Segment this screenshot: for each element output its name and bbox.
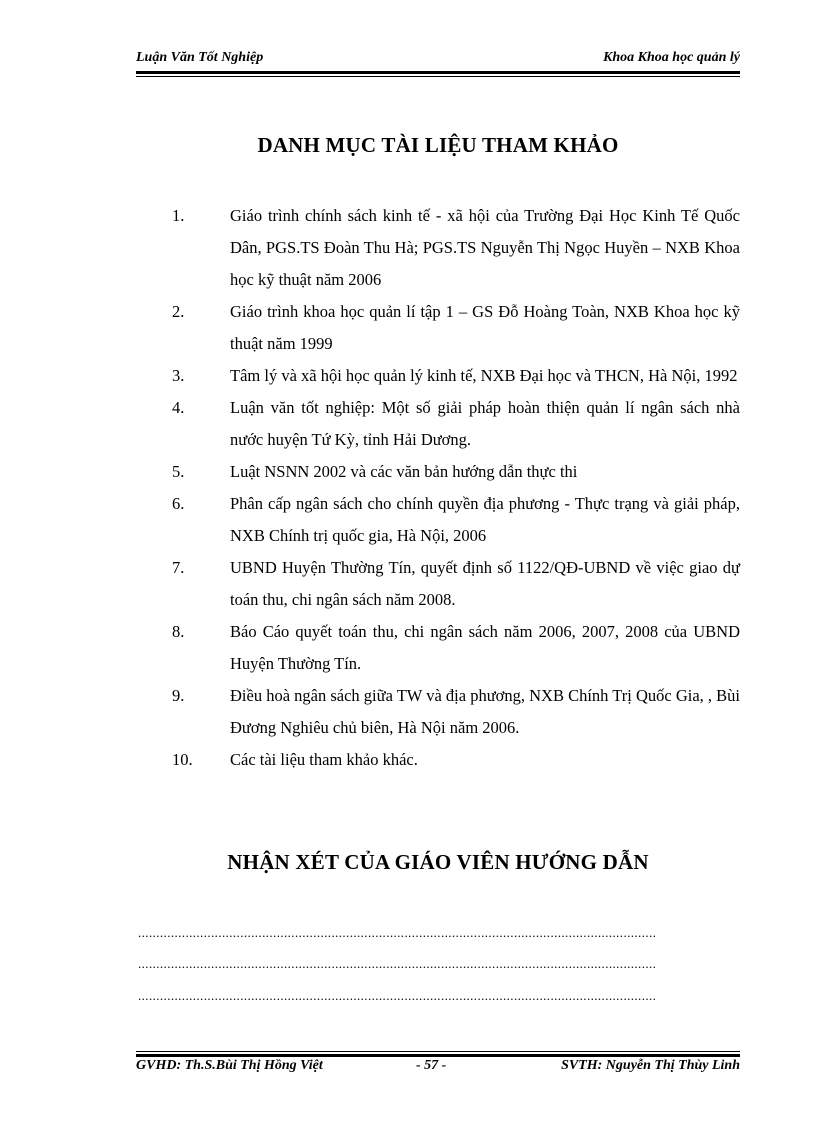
reference-text: Điều hoà ngân sách giữa TW và địa phương, NXB Chính Trị Quốc Gia, , Bùi Đương Nghiêu chủ biên, Hà Nội năm 2006. bbox=[230, 686, 740, 737]
page-footer bbox=[136, 1058, 740, 1078]
reference-item bbox=[164, 488, 740, 552]
reference-text: Phân cấp ngân sách cho chính quyền địa phương - Thực trạng và giải pháp, NXB Chính trị quốc gia, Hà Nội, 2006 bbox=[230, 494, 740, 545]
header-rule-thick bbox=[136, 71, 740, 74]
reference-number: 7. bbox=[172, 558, 185, 577]
references-title: DANH MỤC TÀI LIỆU THAM KHẢO bbox=[257, 133, 619, 157]
header-faculty-label: Khoa Khoa học quản lý bbox=[603, 50, 740, 65]
reference-text: Luận văn tốt nghiệp: Một số giải pháp hoàn thiện quản lí ngân sách nhà nước huyện Tứ Kỳ, tỉnh Hải Dương. bbox=[230, 398, 740, 449]
reference-item bbox=[164, 616, 740, 680]
references-list bbox=[164, 200, 740, 776]
reference-text: Luật NSNN 2002 và các văn bản hướng dẫn thực thi bbox=[230, 462, 578, 481]
reference-text: Tâm lý và xã hội học quản lý kinh tế, NXB Đại học và THCN, Hà Nội, 1992 bbox=[230, 366, 738, 385]
reference-number: 9. bbox=[172, 686, 185, 705]
reference-item bbox=[164, 552, 740, 616]
reference-number: 1. bbox=[172, 206, 185, 225]
reference-item bbox=[164, 392, 740, 456]
reference-number: 3. bbox=[172, 366, 185, 385]
reference-number: 6. bbox=[172, 494, 185, 513]
header-thesis-label: Luận Văn Tốt Nghiệp bbox=[136, 50, 264, 65]
reference-text: UBND Huyện Thường Tín, quyết định số 1122/QĐ-UBND về việc giao dự toán thu, chi ngân sách năm 2008. bbox=[230, 558, 740, 609]
reference-text: Báo Cáo quyết toán thu, chi ngân sách năm 2006, 2007, 2008 của UBND Huyện Thường Tín. bbox=[230, 622, 740, 673]
reference-number: 10. bbox=[172, 750, 193, 769]
footer-rule-thick bbox=[136, 1054, 740, 1057]
reference-number: 4. bbox=[172, 398, 185, 417]
footer-student: SVTH: Nguyễn Thị Thùy Linh bbox=[561, 1058, 740, 1073]
reference-item bbox=[164, 744, 740, 776]
reference-item bbox=[164, 200, 740, 296]
reference-item bbox=[164, 680, 740, 744]
footer-supervisor: GVHD: Th.S.Bùi Thị Hồng Việt bbox=[136, 1058, 323, 1073]
reference-item bbox=[164, 360, 740, 392]
reference-text: Các tài liệu tham khảo khác. bbox=[230, 750, 418, 769]
page-number: - 57 - bbox=[416, 1058, 447, 1073]
reference-number: 8. bbox=[172, 622, 185, 641]
reference-number: 5. bbox=[172, 462, 185, 481]
comment-line: .............................................................................................................................................. bbox=[138, 926, 657, 940]
reference-item bbox=[164, 456, 740, 488]
reference-text: Giáo trình khoa học quản lí tập 1 – GS Đỗ Hoàng Toàn, NXB Khoa học kỹ thuật năm 1999 bbox=[230, 302, 740, 353]
page-header bbox=[136, 50, 740, 70]
reference-text: Giáo trình chính sách kinh tế - xã hội của Trường Đại Học Kinh Tế Quốc Dân, PGS.TS Đoàn Thu Hà; PGS.TS Nguyễn Thị Ngọc Huyền – NXB Khoa học kỹ thuật năm 2006 bbox=[230, 206, 740, 289]
comment-line: .............................................................................................................................................. bbox=[138, 957, 657, 971]
header-rule-thin bbox=[136, 76, 740, 77]
comment-line: .............................................................................................................................................. bbox=[138, 989, 657, 1003]
reference-item bbox=[164, 296, 740, 360]
reference-number: 2. bbox=[172, 302, 185, 321]
comments-title: NHẬN XÉT CỦA GIÁO VIÊN HƯỚNG DẪN bbox=[227, 850, 649, 874]
footer-rule-thin bbox=[136, 1051, 740, 1052]
